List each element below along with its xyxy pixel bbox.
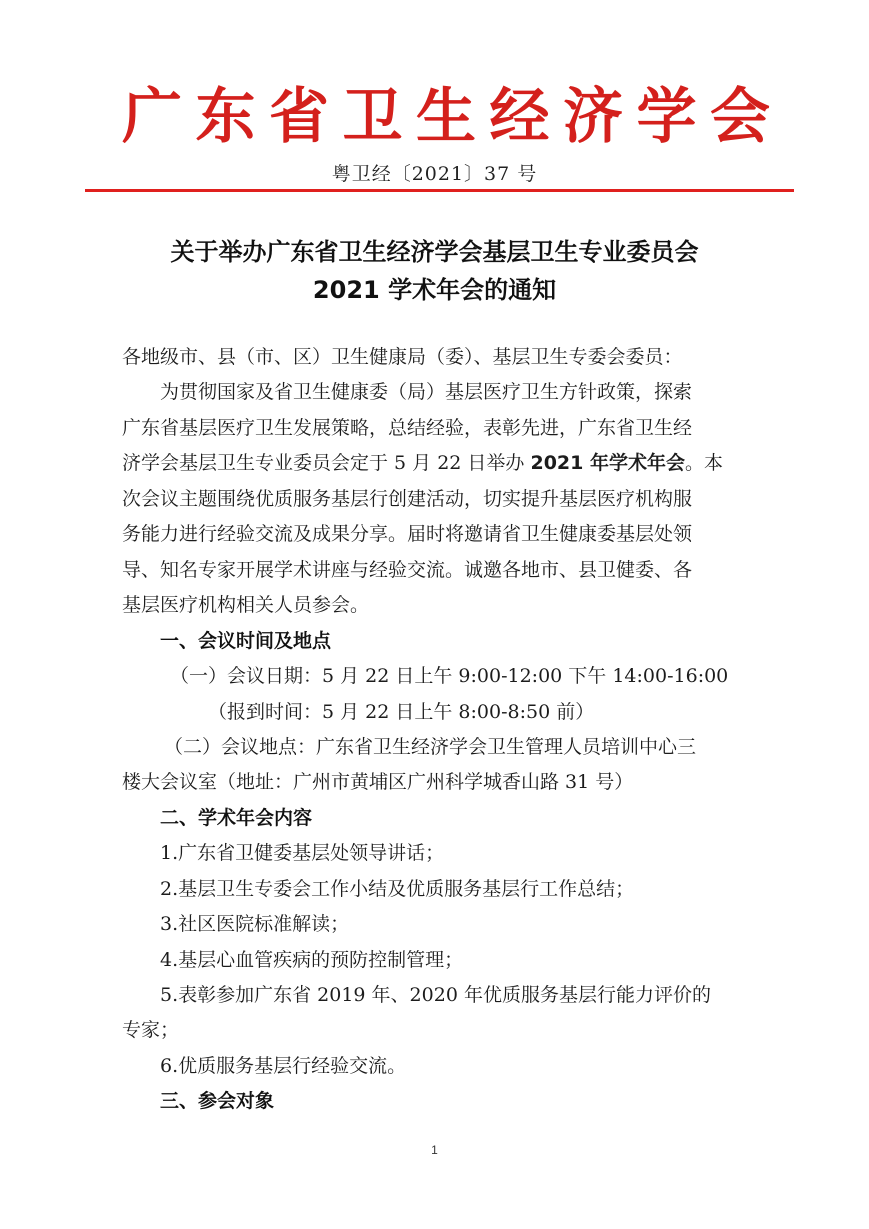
meeting-venue-line2: 楼大会议室（地址：广州市黄埔区广州科学城香山路 31 号） [122,771,634,793]
letterhead-char: 学 [636,82,697,152]
list-item-continuation: 专家； [122,1019,180,1041]
notice-title-line1: 关于举办广东省卫生经济学会基层卫生专业委员会 [170,238,699,266]
letterhead-char: 会 [710,82,770,152]
page-number: 1 [431,1143,438,1157]
paragraph-line: 导、知名专家开展学术讲座与经验交流。诚邀各地市、县卫健委、各 [122,559,693,581]
notice-title-line2: 2021 学术年会的通知 [312,276,557,304]
meeting-date: （一）会议日期：5 月 22 日上午 9:00-12:00 下午 14:00-16:00 [170,665,729,687]
paragraph-line: 广东省基层医疗卫生发展策略，总结经验，表彰先进，广东省卫生经 [122,417,693,439]
salutation: 各地级市、县（市、区）卫生健康局（委）、基层卫生专委会委员： [122,346,683,368]
paragraph-line: 基层医疗机构相关人员参会。 [122,594,370,616]
paragraph-text: 济学会基层卫生专业委员会定于 5 月 22 日举办 [122,452,531,474]
checkin-time: （报到时间：5 月 22 日上午 8:00-8:50 前） [208,701,595,723]
letterhead-divider [85,189,794,192]
section-heading: 一、会议时间及地点 [160,630,332,652]
letterhead-char: 生 [416,82,476,152]
letterhead-org-name [78,68,808,166]
letterhead-char: 经 [489,82,550,152]
paragraph-line: 为贯彻国家及省卫生健康委（局）基层医疗卫生方针政策，探索 [160,381,693,403]
section-heading: 三、参会对象 [160,1090,275,1112]
list-item: 6.优质服务基层行经验交流。 [160,1055,407,1077]
list-item: 2.基层卫生专委会工作小结及优质服务基层行工作总结； [160,878,635,900]
list-item: 3.社区医院标准解读； [160,913,350,935]
section-heading: 二、学术年会内容 [160,807,313,829]
letterhead-char: 省 [269,82,329,152]
paragraph-line: 务能力进行经验交流及成果分享。届时将邀请省卫生健康委基层处领 [122,523,693,545]
list-item: 1.广东省卫健委基层处领导讲话； [160,842,445,864]
letterhead-char: 济 [563,82,623,152]
paragraph-text: 。本 [684,452,723,474]
letterhead-char: 卫 [342,82,403,152]
list-item: 4.基层心血管疾病的预防控制管理； [160,949,464,971]
letterhead-char: 东 [195,82,256,152]
document-number: 粤卫经〔2021〕37 号 [331,163,538,185]
paragraph-line [122,451,723,475]
letterhead-char: 广 [122,82,182,152]
list-item: 5.表彰参加广东省 2019 年、2020 年优质服务基层行能力评价的 [160,984,711,1006]
emphasis-text: 2021 年学术年会 [530,452,685,474]
meeting-venue-line1: （二）会议地点：广东省卫生经济学会卫生管理人员培训中心三 [164,736,697,758]
paragraph-line: 次会议主题围绕优质服务基层行创建活动，切实提升基层医疗机构服 [122,488,693,510]
